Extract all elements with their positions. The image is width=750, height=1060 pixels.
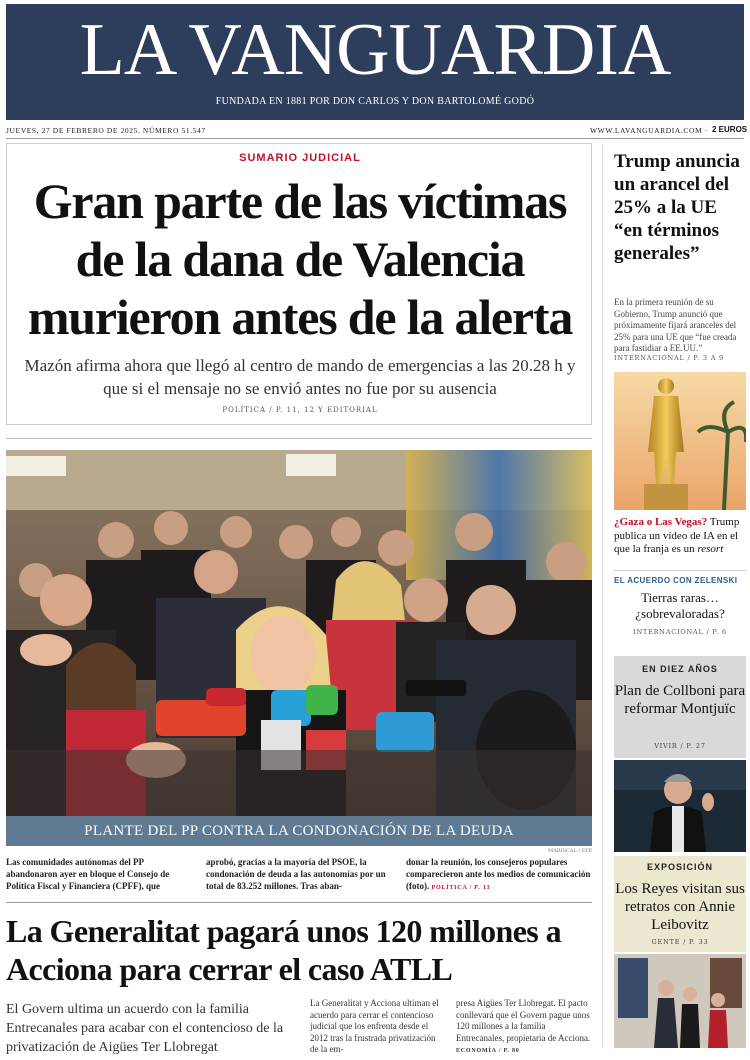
photo-caption-col1: Las comunidades autónomas del PP abandonaron ayer en bloque el Consejo de Política Fiscal y Financiera (CPFF), que [6,857,170,891]
trump-body: En la primera reunión de su Gobierno, Trump anunció que próximamente fijará aranceles del 25% para una UE que “fue creada para fastidiar a EE.UU.” [614,297,737,353]
gold-statue-image[interactable] [614,372,746,510]
second-page-ref: ECONOMÍA / P. 80 [456,1048,520,1054]
masthead-divider [6,138,744,139]
second-body-col3-text: presa Aigües Ter Llobregat. El pacto conllevará que el Govern pague unos 120 millones a la familia Entrecanales, propietaria de Acciona. [456,998,591,1043]
newspaper-logo[interactable]: LA VANGUARDIA [79,9,671,91]
exposicion-box[interactable] [614,856,746,952]
zelenski-divider [614,570,746,571]
second-body-col3 [456,998,592,1058]
gaza-text: Trump publica un vídeo de IA en el que la franja es un [614,516,740,555]
reyes-photo[interactable] [614,954,746,1048]
photo-caption-bar[interactable]: PLANTE DEL PP CONTRA LA CONDONACIÓN DE LA DEUDA [6,816,592,846]
photo-caption-col3-text: donar la reunión, los consejeros populares comparecieron ante los medios de comunicación (foto). [406,857,591,891]
gaza-brief[interactable] [614,516,746,557]
trump-page-ref: INTERNACIONAL / P. 3 A 9 [614,354,724,362]
photo-caption-ref: POLÍTICA / P. 13 [431,885,491,891]
exposicion-headline[interactable]: Los Reyes visitan sus retratos con Annie Leibovitz [615,881,745,933]
founded-line: FUNDADA EN 1881 POR DON CARLOS Y DON BARTOLOMÉ GODÓ [215,96,535,107]
gold-statue-illustration [614,372,746,510]
lead-divider [6,438,592,439]
gaza-question: ¿Gaza o Las Vegas? [614,516,708,528]
zelenski-headline[interactable]: Tierras raras… ¿sobrevaloradas? [635,590,725,621]
lead-subhead: Mazón afirma ahora que llegó al centro de mando de emergencias a las 20.28 h y que si el mensaje no se envió antes no fue por su ausencia [24,356,576,398]
collboni-illustration [614,760,746,852]
diez-anos-kicker: EN DIEZ AÑOS [642,664,718,674]
lead-headline[interactable]: Gran parte de las víctimas de la dana de Valencia murieron antes de la alerta [27,173,573,345]
column-divider [602,143,603,1048]
diez-anos-headline[interactable]: Plan de Collboni para reformar Montjuïc [614,683,746,717]
photo-caption-col2: aprobó, gracias a la mayoría del PSOE, la condonación de deuda a las autonomías por un total de 83.252 millones. Tras aban- [206,857,386,891]
photo-caption-col3 [406,856,592,894]
second-divider [6,902,592,903]
exposicion-page-ref: GENTE / P. 33 [651,938,709,946]
lead-page-ref: POLÍTICA / P. 11, 12 Y EDITORIAL [222,406,378,414]
lead-story[interactable] [6,143,592,425]
diez-anos-box[interactable] [614,656,746,758]
photo-credit: MARISCAL / EFE [548,848,593,854]
diez-anos-page-ref: VIVIR / P. 27 [654,742,706,750]
second-body-col2: La Generalitat y Acciona ultiman el acuerdo para cerrar el contencioso judicial que los enfrenta desde el 2012 tras la frustrada privatización de la em- [310,998,439,1054]
reyes-illustration [614,954,746,1048]
dateline: JUEVES, 27 DE FEBRERO DE 2025. NÚMERO 51.547 [6,126,206,135]
exposicion-kicker: EXPOSICIÓN [646,862,713,872]
main-photo[interactable] [6,450,592,816]
price: 2 EUROS [712,125,748,134]
zelenski-page-ref: INTERNACIONAL / P. 6 [633,628,727,636]
gaza-italic: resort [697,543,724,555]
second-intro: El Govern ultima un acuerdo con la familia Entrecanales para acabar con el contencioso de la privatización de Aigües Ter Llobregat [6,1002,284,1055]
trump-headline[interactable]: Trump anuncia un arancel del 25% a la UE “en términos generales” [614,151,740,264]
masthead [6,4,744,120]
lead-kicker: SUMARIO JUDICIAL [239,152,361,164]
second-headline[interactable]: La Generalitat pagará unos 120 millones a Acciona para cerrar el caso ATLL [6,913,561,987]
zelenski-kicker: EL ACUERDO CON ZELENSKI [614,576,738,585]
press-conference-image [6,450,592,816]
collboni-photo[interactable] [614,760,746,852]
website-link[interactable]: WWW.LAVANGUARDIA.COM · [590,126,708,135]
